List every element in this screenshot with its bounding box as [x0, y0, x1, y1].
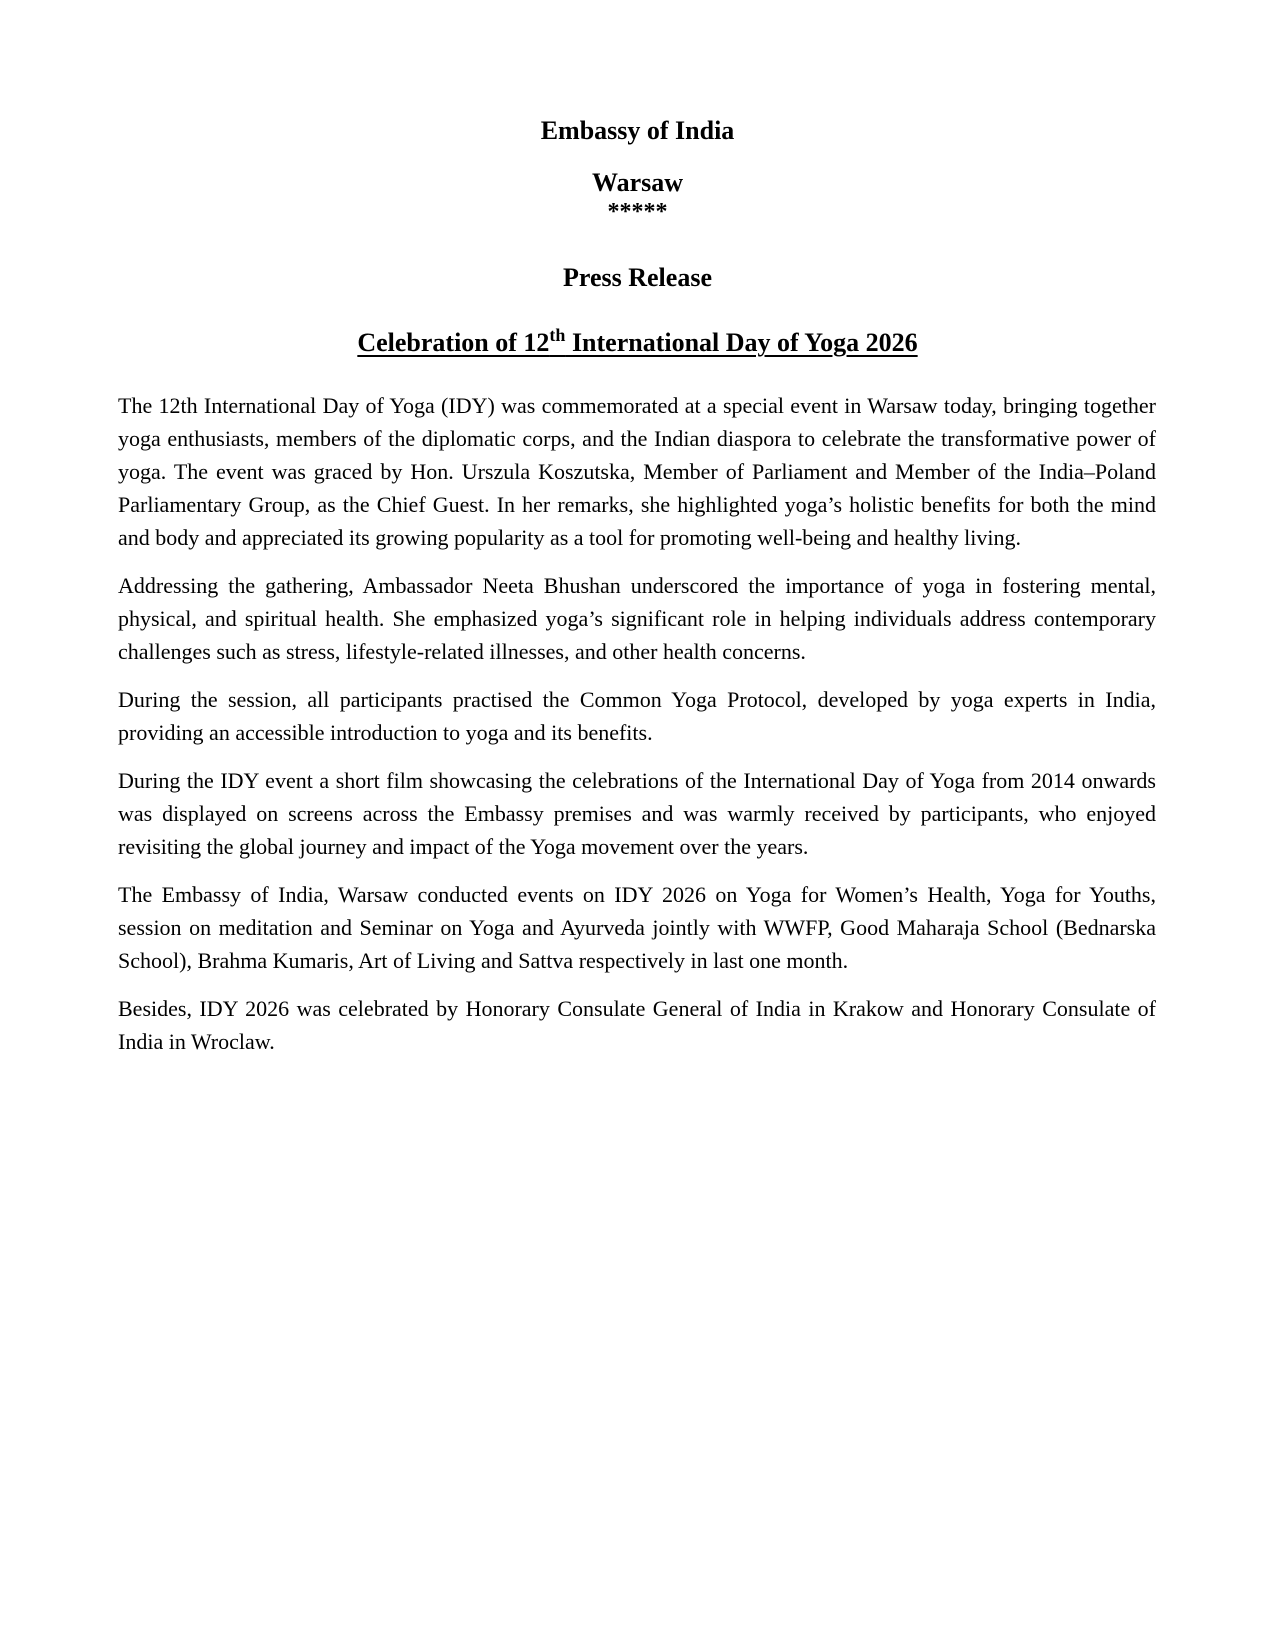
title-prefix: Celebration of 12: [357, 328, 550, 357]
document-title: [0, 326, 1275, 360]
organization-heading: Embassy of India: [540, 116, 735, 145]
title-text: [357, 325, 918, 357]
paragraph-short-film: During the IDY event a short film showcasing the celebrations of the International Day of Yoga from 2014 onwards was displayed on screens across the Embassy premises and was warmly received by participants, who enjoyed revisiting the global journey and impact of the Yoga movement over the years.: [118, 768, 1156, 859]
title-suffix: International Day of Yoga 2026: [565, 328, 918, 357]
title-superscript: th: [549, 325, 566, 346]
paragraph-common-yoga-protocol: During the session, all participants practised the Common Yoga Protocol, developed by yoga experts in India, providing an accessible introduction to yoga and its benefits.: [118, 687, 1156, 745]
paragraph-consulates: Besides, IDY 2026 was celebrated by Honorary Consulate General of India in Krakow and Honorary Consulate of India in Wroclaw.: [118, 996, 1156, 1054]
city-heading: Warsaw: [592, 168, 683, 197]
paragraph-embassy-events: The Embassy of India, Warsaw conducted events on IDY 2026 on Yoga for Women’s Health, Yoga for Youths, session on meditation and Seminar on Yoga and Ayurveda jointly with WWFP, Good Maharaja School (Bednarska School), Brahma Kumaris, Art of Living and Sattva respectively in last one month.: [118, 882, 1156, 973]
paragraph-ambassador: Addressing the gathering, Ambassador Neeta Bhushan underscored the importance of yoga in fostering mental, physical, and spiritual health. She emphasized yoga’s significant role in helping individuals address contemporary challenges such as stress, lifestyle-related illnesses, and other health concerns.: [118, 573, 1156, 664]
separator-stars: *****: [607, 199, 668, 225]
paragraph-chief-guest: The 12th International Day of Yoga (IDY) was commemorated at a special event in Warsaw today, bringing together yoga enthusiasts, members of the diplomatic corps, and the Indian diaspora to celebrate the transformative power of yoga. The event was graced by Hon. Urszula Koszutska, Member of Parliament and Member of the India–Poland Parliamentary Group, as the Chief Guest. In her remarks, she highlighted yoga’s holistic benefits for both the mind and body and appreciated its growing popularity as a tool for promoting well-being and healthy living.: [118, 393, 1156, 550]
body-text: [118, 389, 1156, 1073]
document-type-heading: Press Release: [563, 263, 712, 292]
